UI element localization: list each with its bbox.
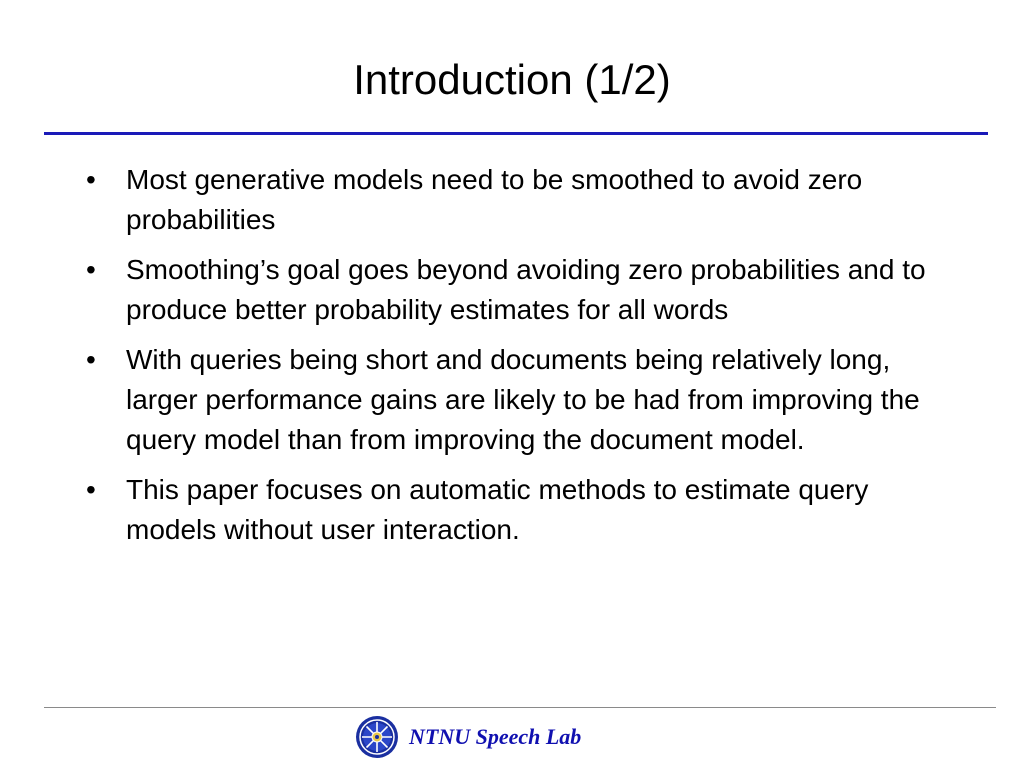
slide-title: Introduction (1/2)	[353, 56, 671, 103]
bullet-marker: •	[86, 474, 96, 505]
ntnu-emblem-icon	[355, 715, 399, 759]
bullet-item	[86, 470, 956, 550]
bullet-marker: •	[86, 344, 96, 375]
bullet-marker: •	[86, 254, 96, 285]
title-divider	[44, 132, 988, 135]
bullet-text: With queries being short and documents being relatively long, larger performance gains are likely to be had from improving the query model than from improving the document model.	[126, 344, 920, 455]
bullet-marker: •	[86, 164, 96, 195]
lab-name: NTNU Speech Lab	[409, 724, 582, 749]
bullet-text: Smoothing’s goal goes beyond avoiding zero probabilities and to produce better probability estimates for all words	[126, 254, 926, 325]
footer-divider	[44, 707, 996, 708]
bullet-item	[86, 340, 956, 460]
footer	[355, 713, 581, 761]
bullet-text: This paper focuses on automatic methods to estimate query models without user interaction.	[126, 474, 869, 545]
bullet-list	[86, 160, 956, 560]
bullet-text: Most generative models need to be smoothed to avoid zero probabilities	[126, 164, 863, 235]
bullet-item	[86, 250, 956, 330]
bullet-item	[86, 160, 956, 240]
